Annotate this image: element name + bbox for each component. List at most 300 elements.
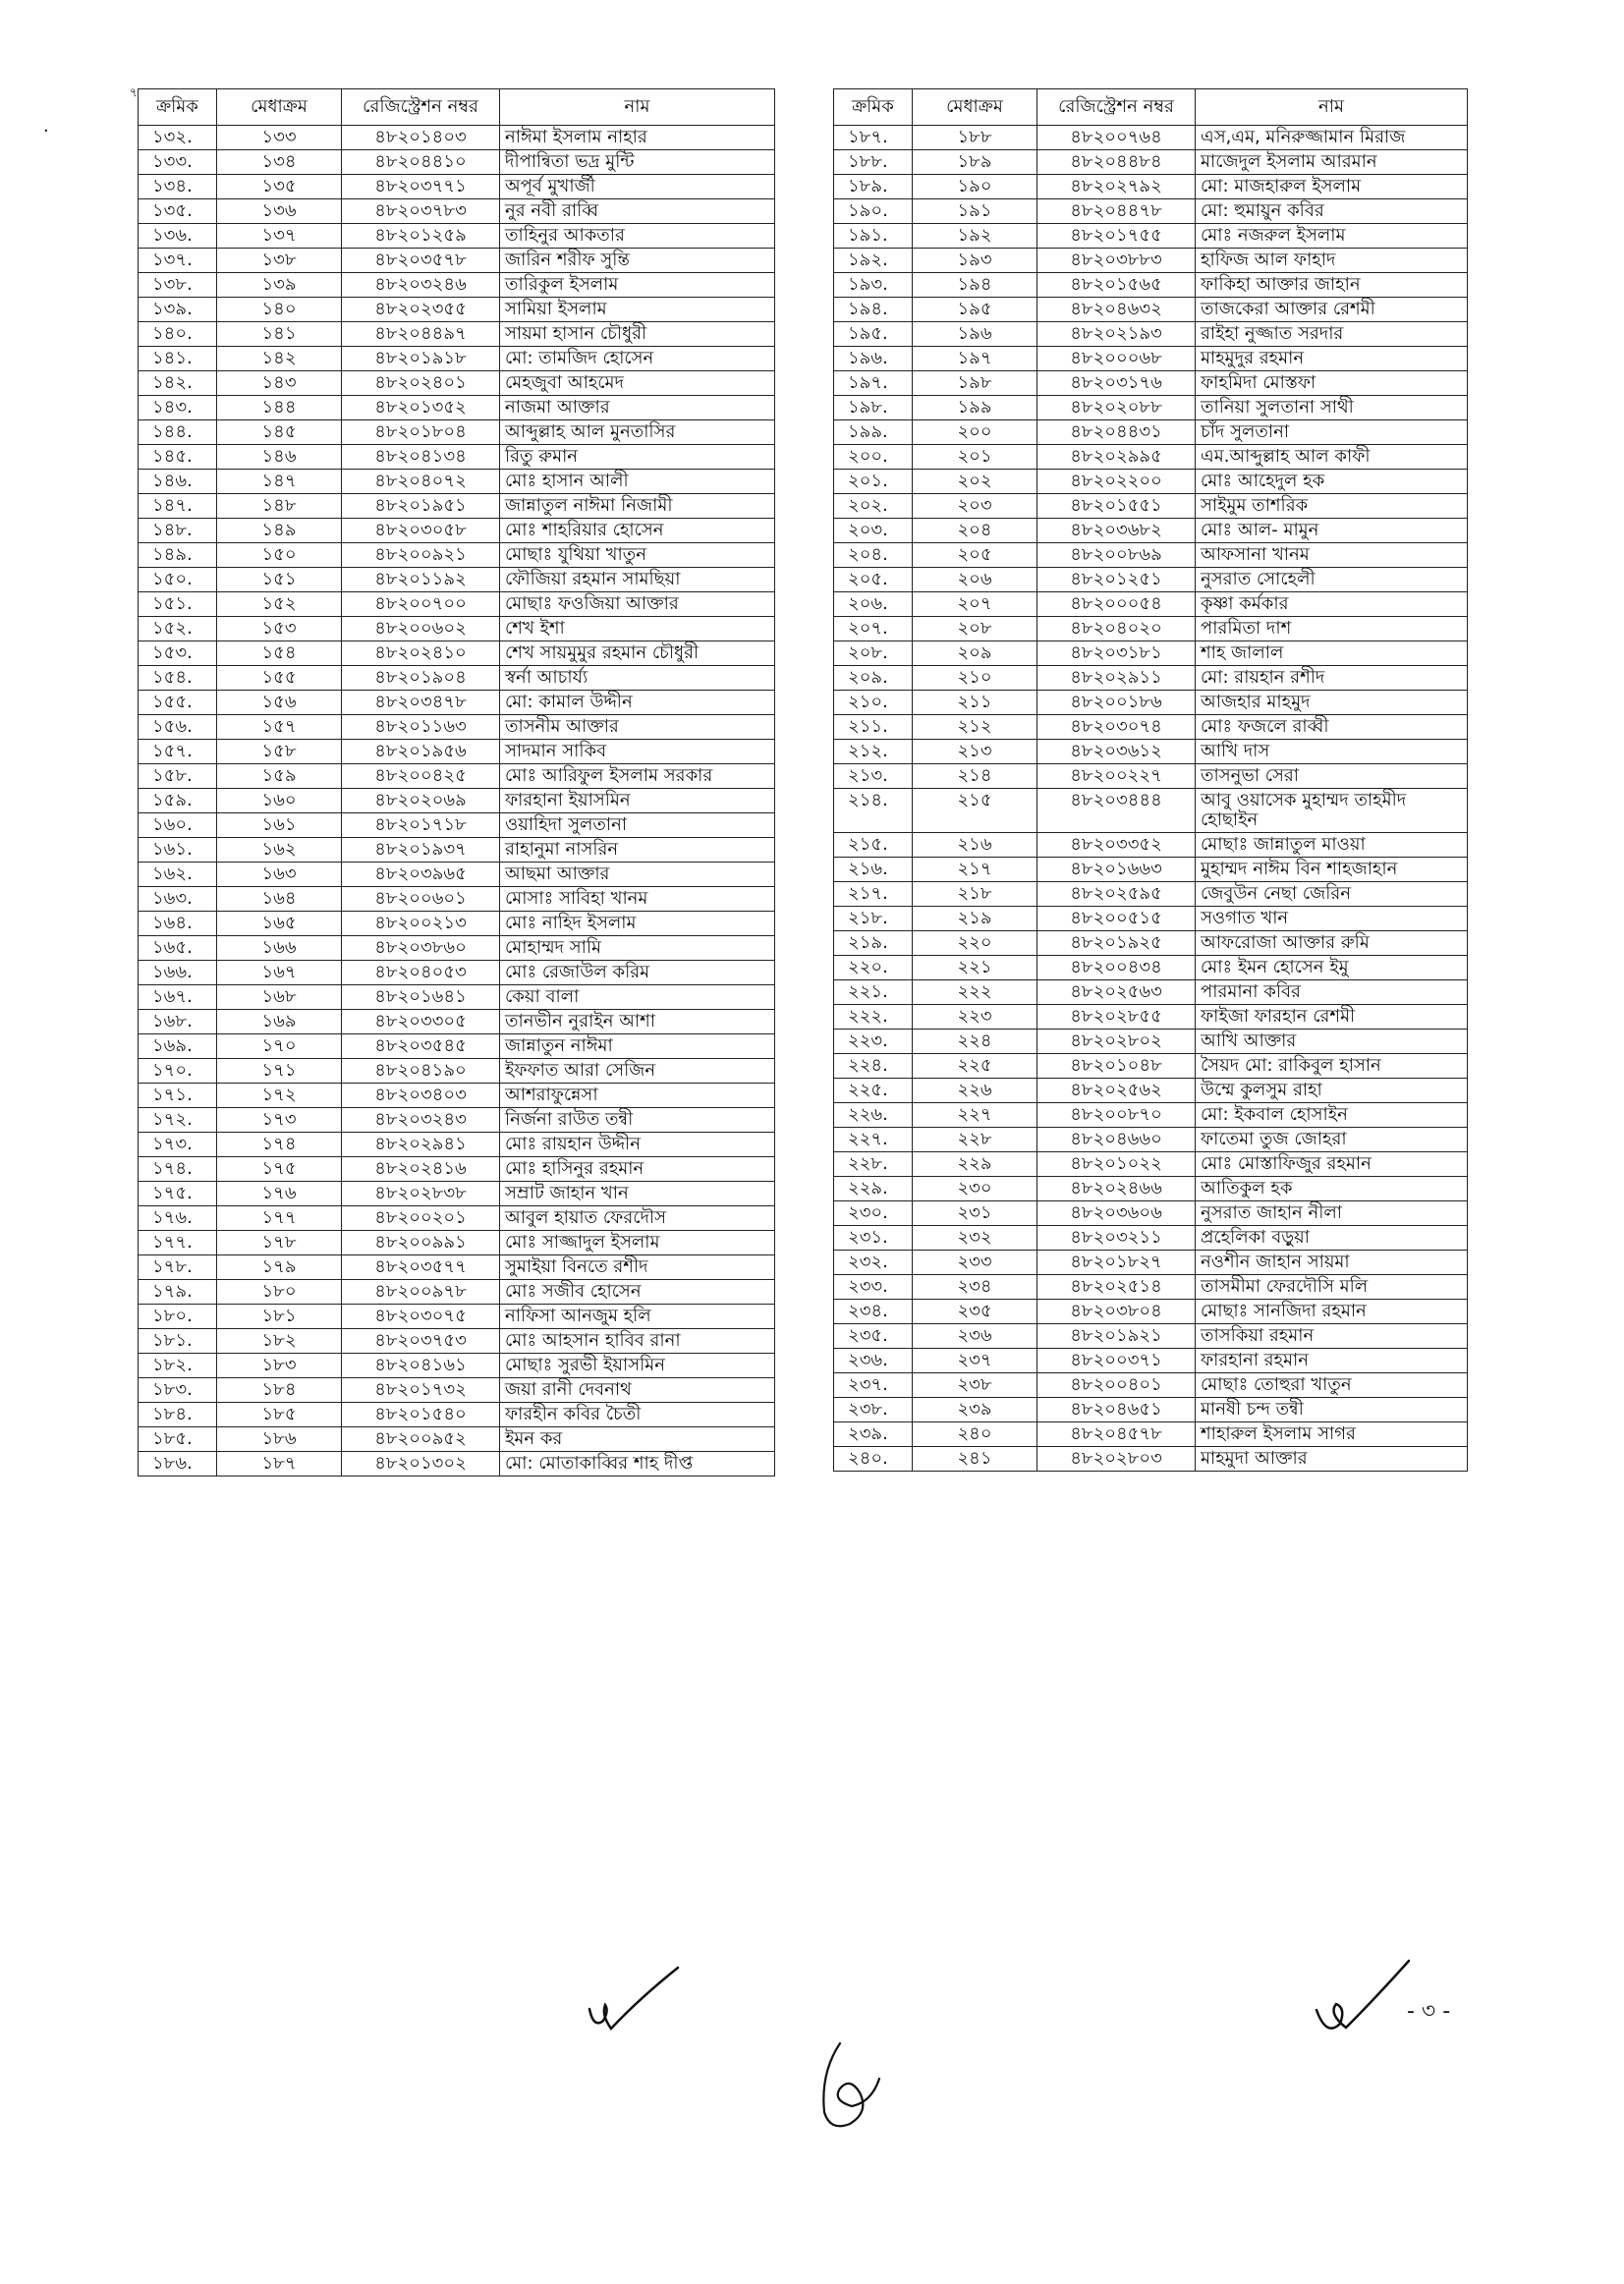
merit-cell: ২৩২ [913, 1226, 1037, 1251]
registration-cell: ৪৮২০৩৩৫২ [1037, 833, 1196, 858]
name-cell: সামিয়া ইসলাম [500, 298, 775, 322]
name-cell: নাজমা আক্তার [500, 396, 775, 420]
serial-cell: ২১৬. [834, 858, 913, 882]
table-row [834, 1177, 1468, 1201]
table-row [139, 838, 775, 863]
merit-cell: ১৭৯ [217, 1255, 342, 1280]
registration-cell: ৪৮২০০৫১৫ [1037, 907, 1196, 931]
name-cell: সায়মা হাসান চৌধুরী [500, 322, 775, 347]
table-row [139, 347, 775, 371]
table-row [139, 1452, 775, 1476]
merit-cell: ২২২ [913, 980, 1037, 1005]
merit-cell: ১৫১ [217, 568, 342, 592]
table-row [834, 980, 1468, 1005]
name-cell: ফারহানা ইয়াসমিন [500, 789, 775, 813]
serial-cell: ২২২. [834, 1005, 913, 1030]
name-cell: আফসানা খানম [1196, 543, 1468, 568]
serial-cell: ১৩৮. [139, 273, 217, 298]
table-row [834, 1398, 1468, 1422]
merit-cell: ১৯২ [913, 224, 1037, 249]
serial-cell: ২০৩. [834, 519, 913, 543]
serial-cell: ১৭৭. [139, 1231, 217, 1255]
corner-mark: ৭ [130, 85, 138, 99]
merit-cell: ২৪০ [913, 1422, 1037, 1447]
table-row [834, 592, 1468, 617]
registration-cell: ৪৮২০০৭০০ [342, 592, 500, 617]
table-row [139, 1231, 775, 1255]
serial-cell: ১৮১. [139, 1329, 217, 1354]
serial-cell: ২০১. [834, 470, 913, 494]
registration-cell: ৪৮২০৪৪৮৪ [1037, 150, 1196, 175]
registration-cell: ৪৮২০০৭৬৪ [1037, 126, 1196, 150]
serial-cell: ২৩১. [834, 1226, 913, 1251]
merit-cell: ১৮৮ [913, 126, 1037, 150]
merit-cell: ১৫২ [217, 592, 342, 617]
table-row [139, 543, 775, 568]
name-cell: মোঃ হাসান আলী [500, 470, 775, 494]
right-table-body [834, 126, 1468, 1472]
serial-cell: ২২৪. [834, 1054, 913, 1079]
registration-cell: ৪৮২০৪১৬১ [342, 1354, 500, 1378]
table-row [139, 1084, 775, 1108]
serial-cell: ১৭৯. [139, 1280, 217, 1305]
name-cell: মো: মাজহারুল ইসলাম [1196, 175, 1468, 199]
margin-dot: . [43, 116, 49, 137]
registration-cell: ৪৮২০১৯৩৭ [342, 838, 500, 863]
merit-cell: ১৭১ [217, 1059, 342, 1084]
registration-cell: ৪৮২০৩০৭৪ [1037, 715, 1196, 740]
table-row [834, 371, 1468, 396]
serial-cell: ১৫৯. [139, 789, 217, 813]
table-row [139, 1329, 775, 1354]
table-row [139, 961, 775, 985]
table-row [834, 1447, 1468, 1472]
registration-cell: ৪৮২০৩৪০৩ [342, 1084, 500, 1108]
table-row [139, 666, 775, 691]
serial-cell: ২০০. [834, 445, 913, 470]
serial-cell: ১৭৬. [139, 1206, 217, 1231]
name-cell: ফারহীন কবির চৈতী [500, 1403, 775, 1427]
page-number: - ৩ - [1407, 1999, 1451, 2024]
name-cell: মোঃ আরিফুল ইসলাম সরকার [500, 764, 775, 789]
registration-cell: ৪৮২০৩২৪৩ [342, 1108, 500, 1133]
name-cell: শাহারুল ইসলাম সাগর [1196, 1422, 1468, 1447]
serial-cell: ১৭৪. [139, 1157, 217, 1182]
name-cell: মুহাম্মদ নাঈম বিন শাহজাহান [1196, 858, 1468, 882]
serial-cell: ২৩০. [834, 1201, 913, 1226]
name-cell: শেখ ইশা [500, 617, 775, 641]
name-cell: ফাইজা ফারহান রেশমী [1196, 1005, 1468, 1030]
serial-cell: ১৮৭. [834, 126, 913, 150]
name-cell: মো: কামাল উদ্দীন [500, 691, 775, 715]
serial-cell: ১৪০. [139, 322, 217, 347]
name-cell: কৃষ্ণা কর্মকার [1196, 592, 1468, 617]
table-row [139, 445, 775, 470]
merit-cell: ২৩৩ [913, 1251, 1037, 1275]
table-row [139, 150, 775, 175]
name-cell: জারিন শরীফ সুন্তি [500, 249, 775, 273]
registration-cell: ৪৮২০০৪০১ [1037, 1373, 1196, 1398]
serial-cell: ২১৩. [834, 764, 913, 789]
serial-cell: ১৫৮. [139, 764, 217, 789]
serial-cell: ২০৬. [834, 592, 913, 617]
merit-cell: ২০৩ [913, 494, 1037, 519]
left-header-row [139, 89, 775, 126]
name-cell: সুমাইয়া বিনতে রশীদ [500, 1255, 775, 1280]
name-cell: সাদমান সাকিব [500, 740, 775, 764]
registration-cell: ৪৮২০০৩৭১ [1037, 1349, 1196, 1373]
registration-cell: ৪৮২০২৪১০ [342, 641, 500, 666]
table-row [834, 858, 1468, 882]
registration-cell: ৪৮২০০৯৫২ [342, 1427, 500, 1452]
merit-cell: ১৩৫ [217, 175, 342, 199]
table-row [139, 1133, 775, 1157]
table-row [834, 470, 1468, 494]
name-cell: তানভীন নুরাইন আশা [500, 1010, 775, 1034]
serial-cell: ১৪২. [139, 371, 217, 396]
registration-cell: ৪৮২০৪৪১০ [342, 150, 500, 175]
table-row [139, 936, 775, 961]
merit-cell: ১৫৫ [217, 666, 342, 691]
name-cell: মোছাঃ তোহুরা খাতুন [1196, 1373, 1468, 1398]
name-cell: মোছাঃ সানজিদা রহমান [1196, 1300, 1468, 1324]
table-row [139, 1108, 775, 1133]
merit-cell: ১৭০ [217, 1034, 342, 1059]
serial-cell: ১৭৩. [139, 1133, 217, 1157]
table-row [834, 445, 1468, 470]
merit-cell: ১৭৬ [217, 1182, 342, 1206]
merit-cell: ২০০ [913, 420, 1037, 445]
registration-cell: ৪৮২০২৪০১ [342, 371, 500, 396]
name-cell: স্বর্না আচার্য্য [500, 666, 775, 691]
merit-cell: ১৪৮ [217, 494, 342, 519]
left-table-body [139, 126, 775, 1476]
serial-cell: ২২৯. [834, 1177, 913, 1201]
name-cell: মো: ইকবাল হোসাইন [1196, 1103, 1468, 1128]
merit-cell: ১৮৯ [913, 150, 1037, 175]
table-row [834, 519, 1468, 543]
name-cell: ওয়াহিদা সুলতানা [500, 813, 775, 838]
registration-cell: ৪৮২০২৫৬৩ [1037, 980, 1196, 1005]
registration-cell: ৪৮২০১৯৫৬ [342, 740, 500, 764]
serial-cell: ১৫৭. [139, 740, 217, 764]
merit-cell: ১৫৬ [217, 691, 342, 715]
serial-cell: ২৩৫. [834, 1324, 913, 1349]
name-cell: মোঃ রেজাউল করিম [500, 961, 775, 985]
registration-cell: ৪৮২০৩৩০৫ [342, 1010, 500, 1034]
merit-cell: ১৬১ [217, 813, 342, 838]
name-cell: আব্দুল্লাহ আল মুনতাসির [500, 420, 775, 445]
serial-cell: ২০৯. [834, 666, 913, 691]
name-cell: মোঃ ইমন হোসেন ইমু [1196, 956, 1468, 980]
registration-cell: ৪৮২০১২৫৯ [342, 224, 500, 249]
table-row [834, 764, 1468, 789]
table-row [834, 1373, 1468, 1398]
registration-cell: ৪৮২০২৩৫৫ [342, 298, 500, 322]
merit-cell: ১৫০ [217, 543, 342, 568]
table-row [834, 1226, 1468, 1251]
merit-cell: ১৫৪ [217, 641, 342, 666]
registration-cell: ৪৮২০২৮৩৮ [342, 1182, 500, 1206]
table-row [139, 1034, 775, 1059]
table-row [139, 1403, 775, 1427]
merit-cell: ২৩১ [913, 1201, 1037, 1226]
serial-cell: ১৭০. [139, 1059, 217, 1084]
merit-cell: ১৭৮ [217, 1231, 342, 1255]
table-row [139, 1255, 775, 1280]
header-serial: ক্রমিক [139, 89, 217, 126]
table-row [834, 249, 1468, 273]
serial-cell: ১৪৭. [139, 494, 217, 519]
merit-cell: ১৭৪ [217, 1133, 342, 1157]
registration-cell: ৪৮২০১৯২৫ [1037, 931, 1196, 956]
serial-cell: ২১১. [834, 715, 913, 740]
registration-cell: ৪৮২০২০৬৯ [342, 789, 500, 813]
name-cell: ফাহমিদা মোস্তফা [1196, 371, 1468, 396]
serial-cell: ১৭২. [139, 1108, 217, 1133]
header-merit: মেধাক্রম [913, 89, 1037, 126]
name-cell: তাজকেরা আক্তার রেশমী [1196, 298, 1468, 322]
name-cell: তাসনুভা সেরা [1196, 764, 1468, 789]
table-row [834, 907, 1468, 931]
registration-cell: ৪৮২০০৮৭০ [1037, 1103, 1196, 1128]
merit-cell: ১৪৬ [217, 445, 342, 470]
merit-cell: ২০৭ [913, 592, 1037, 617]
registration-cell: ৪৮২০৪৪৩১ [1037, 420, 1196, 445]
serial-cell: ১৩৬. [139, 224, 217, 249]
serial-cell: ১৫১. [139, 592, 217, 617]
serial-cell: ১৭৫. [139, 1182, 217, 1206]
name-cell: নুসরাত সোহেলী [1196, 568, 1468, 592]
serial-cell: ১৬২. [139, 863, 217, 887]
serial-cell: ১৯৬. [834, 347, 913, 371]
table-row [139, 740, 775, 764]
registration-cell: ৪৮২০১৫৬৫ [1037, 273, 1196, 298]
serial-cell: ১৪৩. [139, 396, 217, 420]
table-row [834, 1030, 1468, 1054]
merit-cell: ২২০ [913, 931, 1037, 956]
name-cell: তাসমীমা ফেরদৌসি মলি [1196, 1275, 1468, 1300]
merit-cell: ১৪০ [217, 298, 342, 322]
registration-cell: ৪৮২০৪০৫৩ [342, 961, 500, 985]
table-row [834, 1152, 1468, 1177]
merit-cell: ২০১ [913, 445, 1037, 470]
name-cell: জান্নাতুল নাঈমা নিজামী [500, 494, 775, 519]
registration-cell: ৪৮২০২৫৬২ [1037, 1079, 1196, 1103]
name-cell: মোঃ শাহরিয়ার হোসেন [500, 519, 775, 543]
serial-cell: ১৯৮. [834, 396, 913, 420]
merit-cell: ১৮২ [217, 1329, 342, 1354]
registration-cell: ৪৮২০২১৯৩ [1037, 322, 1196, 347]
name-cell: মাহমুদা আক্তার [1196, 1447, 1468, 1472]
registration-cell: ৪৮২০১৮০৪ [342, 420, 500, 445]
registration-cell: ৪৮২০১১৯২ [342, 568, 500, 592]
name-cell: উম্মে কুলসুম রাহা [1196, 1079, 1468, 1103]
table-row [139, 641, 775, 666]
serial-cell: ১৫৩. [139, 641, 217, 666]
serial-cell: ১৯৫. [834, 322, 913, 347]
registration-cell: ৪৮২০২৭৯২ [1037, 175, 1196, 199]
registration-cell: ৪৮২০২০৮৮ [1037, 396, 1196, 420]
table-row [139, 887, 775, 912]
name-cell: এম.আব্দুল্লাহ আল কাফী [1196, 445, 1468, 470]
registration-cell: ৪৮২০০৯৭৮ [342, 1280, 500, 1305]
name-cell: নাফিসা আনজুম হলি [500, 1305, 775, 1329]
serial-cell: ১৬৬. [139, 961, 217, 985]
merit-cell: ১৯৪ [913, 273, 1037, 298]
registration-cell: ৪৮২০২২০০ [1037, 470, 1196, 494]
merit-cell: ২৩৪ [913, 1275, 1037, 1300]
table-row [834, 175, 1468, 199]
table-row [834, 199, 1468, 224]
merit-cell: ২১৫ [913, 789, 1037, 833]
merit-cell: ২৩০ [913, 1177, 1037, 1201]
registration-cell: ৪৮২০৪১৯০ [342, 1059, 500, 1084]
registration-cell: ৪৮২০০৯২১ [342, 543, 500, 568]
name-cell: তাহিনুর আকতার [500, 224, 775, 249]
registration-cell: ৪৮২০৪৬৬০ [1037, 1128, 1196, 1152]
serial-cell: ১৩৭. [139, 249, 217, 273]
serial-cell: ২১৮. [834, 907, 913, 931]
table-row [139, 764, 775, 789]
serial-cell: ১৯০. [834, 199, 913, 224]
table-row [834, 1422, 1468, 1447]
merit-cell: ১৯৯ [913, 396, 1037, 420]
name-cell: রাহানুমা নাসরিন [500, 838, 775, 863]
registration-cell: ৪৮২০৪৪৯৭ [342, 322, 500, 347]
serial-cell: ১৬৪. [139, 912, 217, 936]
serial-cell: ১৪৯. [139, 543, 217, 568]
registration-cell: ৪৮২০০৬০১ [342, 887, 500, 912]
merit-cell: ২১৯ [913, 907, 1037, 931]
registration-cell: ৪৮২০৩০৫৮ [342, 519, 500, 543]
merit-cell: ১৯৩ [913, 249, 1037, 273]
merit-cell: ২০৬ [913, 568, 1037, 592]
signature-2 [811, 2033, 899, 2142]
serial-cell: ১৫৫. [139, 691, 217, 715]
serial-cell: ২৪০. [834, 1447, 913, 1472]
registration-cell: ৪৮২০১৮২৭ [1037, 1251, 1196, 1275]
table-row [139, 470, 775, 494]
merit-cell: ২২৩ [913, 1005, 1037, 1030]
merit-cell: ১৯৭ [913, 347, 1037, 371]
serial-cell: ১৪৫. [139, 445, 217, 470]
registration-cell: ৪৮২০৩৮৮৩ [1037, 249, 1196, 273]
serial-cell: ১৩৩. [139, 150, 217, 175]
registration-cell: ৪৮২০০৯৯১ [342, 1231, 500, 1255]
serial-cell: ১৫৪. [139, 666, 217, 691]
name-cell: ইমন কর [500, 1427, 775, 1452]
table-row [834, 494, 1468, 519]
merit-cell: ১৪৫ [217, 420, 342, 445]
table-row [834, 956, 1468, 980]
right-merit-table [833, 88, 1468, 1472]
serial-cell: ২৩৪. [834, 1300, 913, 1324]
merit-cell: ২৩৬ [913, 1324, 1037, 1349]
name-cell: মোঃ ফজলে রাব্বী [1196, 715, 1468, 740]
registration-cell: ৪৮২০৪৬৩২ [1037, 298, 1196, 322]
table-row [139, 519, 775, 543]
serial-cell: ১৮২. [139, 1354, 217, 1378]
merit-cell: ১৬৫ [217, 912, 342, 936]
registration-cell: ৪৮২০২৯১১ [1037, 666, 1196, 691]
table-row [139, 715, 775, 740]
merit-cell: ২২৪ [913, 1030, 1037, 1054]
name-cell: মোঃ আহসান হাবিব রানা [500, 1329, 775, 1354]
name-cell: তাসকিয়া রহমান [1196, 1324, 1468, 1349]
registration-cell: ৪৮২০৪০৭২ [342, 470, 500, 494]
name-cell: ইফফাত আরা সেজিন [500, 1059, 775, 1084]
registration-cell: ৪৮২০০৪৩৪ [1037, 956, 1196, 980]
name-cell: ফৌজিয়া রহমান সামছিয়া [500, 568, 775, 592]
registration-cell: ৪৮২০৩০৭৫ [342, 1305, 500, 1329]
table-row [834, 1079, 1468, 1103]
merit-cell: ১৪৭ [217, 470, 342, 494]
registration-cell: ৪৮২০১০৪৮ [1037, 1054, 1196, 1079]
table-row [139, 1157, 775, 1182]
registration-cell: ৪৮২০৩২৪৬ [342, 273, 500, 298]
name-cell: আতিকুল হক [1196, 1177, 1468, 1201]
merit-cell: ১৬৮ [217, 985, 342, 1010]
merit-cell: ২০৯ [913, 641, 1037, 666]
name-cell: সওগাত খান [1196, 907, 1468, 931]
registration-cell: ৪৮২০৩৭৫৩ [342, 1329, 500, 1354]
header-name: নাম [500, 89, 775, 126]
name-cell: এস,এম, মনিরুজ্জামান মিরাজ [1196, 126, 1468, 150]
table-row [834, 347, 1468, 371]
serial-cell: ২৩২. [834, 1251, 913, 1275]
merit-cell: ২১৪ [913, 764, 1037, 789]
serial-cell: ১৯৪. [834, 298, 913, 322]
registration-cell: ৪৮২০৩৫৭৭ [342, 1255, 500, 1280]
registration-cell: ৪৮২০১৭১৮ [342, 813, 500, 838]
table-row [139, 985, 775, 1010]
merit-cell: ২১০ [913, 666, 1037, 691]
merit-cell: ২১৮ [913, 882, 1037, 907]
name-cell: আবু ওয়াসেক মুহাম্মদ তাহমীদ হোছাইন [1196, 789, 1468, 833]
serial-cell: ১৯৭. [834, 371, 913, 396]
merit-cell: ১৩৮ [217, 249, 342, 273]
registration-cell: ৪৮২০১৯৫১ [342, 494, 500, 519]
table-row [139, 1354, 775, 1378]
serial-cell: ১৬১. [139, 838, 217, 863]
name-cell: ফাতেমা তুজ জোহরা [1196, 1128, 1468, 1152]
serial-cell: ২৩৯. [834, 1422, 913, 1447]
registration-cell: ৪৮২০২৮০৩ [1037, 1447, 1196, 1472]
name-cell: তারিকুল ইসলাম [500, 273, 775, 298]
registration-cell: ৪৮২০২৯৪১ [342, 1133, 500, 1157]
merit-cell: ১৮৭ [217, 1452, 342, 1476]
table-row [834, 568, 1468, 592]
registration-cell: ৪৮২০১৯২১ [1037, 1324, 1196, 1349]
table-row [834, 1349, 1468, 1373]
table-row [834, 420, 1468, 445]
serial-cell: ২১০. [834, 691, 913, 715]
registration-cell: ৪৮২০২৪১৬ [342, 1157, 500, 1182]
table-row [139, 1206, 775, 1231]
registration-cell: ৪৮২০১২৫১ [1037, 568, 1196, 592]
name-cell: সৈয়দ মো: রাকিবুল হাসান [1196, 1054, 1468, 1079]
serial-cell: ১৬৩. [139, 887, 217, 912]
name-cell: শাহ জালাল [1196, 641, 1468, 666]
table-row [139, 691, 775, 715]
name-cell: মোঃ রায়হান উদ্দীন [500, 1133, 775, 1157]
name-cell: রাইহা নুজ্জাত সরদার [1196, 322, 1468, 347]
name-cell: মোঃ নজরুল ইসলাম [1196, 224, 1468, 249]
name-cell: আফরোজা আক্তার রুমি [1196, 931, 1468, 956]
name-cell: মোহাম্মদ সামি [500, 936, 775, 961]
merit-cell: ১৪১ [217, 322, 342, 347]
